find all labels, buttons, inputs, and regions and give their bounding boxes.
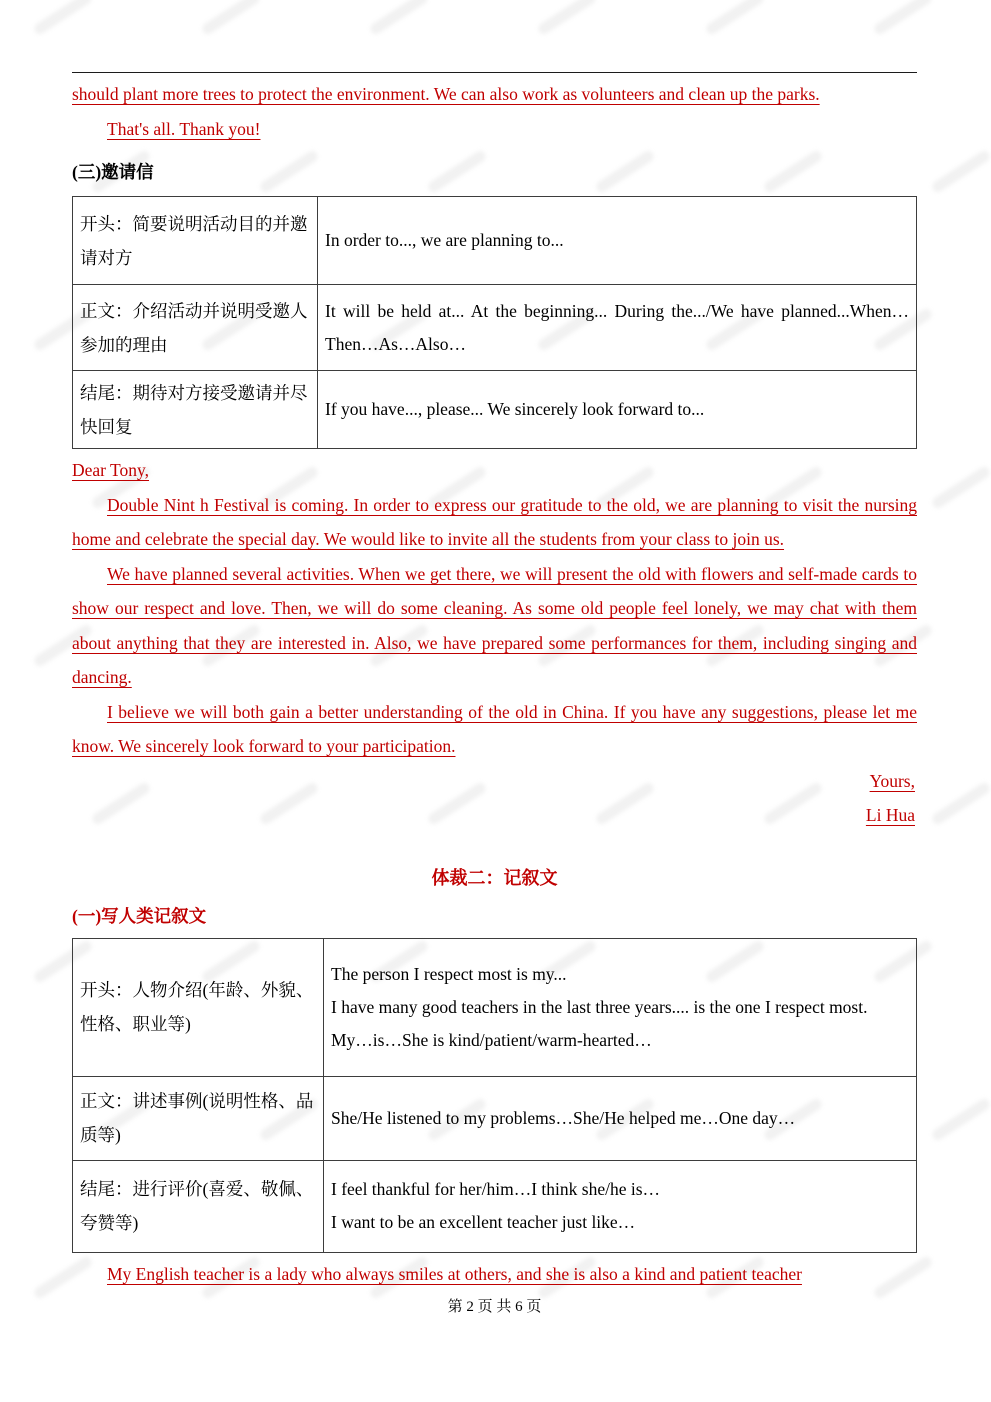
- page-number-footer: 第 2 页 共 6 页: [447, 1299, 542, 1315]
- invitation-row3-phrases: If you have..., please... We sincerely look forward to...: [318, 371, 917, 449]
- phrase-line: I have many good teachers in the last three years.... is the one I respect most.: [331, 996, 868, 1017]
- table-row: [73, 285, 917, 371]
- invitation-row3-label: 结尾：期待对方接受邀请并尽快回复: [73, 371, 318, 449]
- watermark-mark: [930, 149, 991, 194]
- narrative-subheading: (一)写人类记叙文: [72, 905, 207, 926]
- thanks-line: That's all. Thank you!: [107, 118, 261, 139]
- invitation-structure-table: [72, 196, 917, 449]
- phrase-line: The person I respect most is my...: [331, 963, 567, 984]
- narrative-example-line: My English teacher is a lady who always smiles at others, and she is also a kind and patient teacher: [107, 1263, 802, 1284]
- narrative-structure-table: [72, 938, 917, 1253]
- sample-paragraph-1: Double Nint h Festival is coming. In order to express our gratitude to the old, we are planning to visit the nursing home and celebrate the special day. We would like to invite all the students from your class to join us.: [72, 494, 917, 549]
- invitation-row1-label: 开头：简要说明活动目的并邀请对方: [73, 197, 318, 285]
- table-row: [73, 1160, 917, 1252]
- narrative-row3-label: 结尾：进行评价(喜爱、敬佩、夸赞等): [73, 1160, 324, 1252]
- watermark-mark: [930, 1097, 991, 1142]
- phrase-line: My…is…She is kind/patient/warm-hearted…: [331, 1029, 652, 1050]
- sample-paragraph-3: I believe we will both gain a better understanding of the old in China. If you have any suggestions, please let me know. We sincerely look forward to your participation.: [72, 701, 917, 756]
- narrative-row3-phrases: [324, 1160, 917, 1252]
- narrative-row1-phrases: [324, 938, 917, 1076]
- narrative-section-heading: 体裁二：记叙文: [431, 867, 558, 888]
- phrase-line: I want to be an excellent teacher just like…: [331, 1212, 636, 1232]
- table-row: [73, 938, 917, 1076]
- invitation-row1-phrases: In order to..., we are planning to...: [318, 197, 917, 285]
- table-row: [73, 197, 917, 285]
- invitation-heading: (三)邀请信: [72, 162, 154, 182]
- continued-paragraph: should plant more trees to protect the environment. We can also work as volunteers and clean up the parks.: [72, 84, 820, 104]
- page-content: [72, 0, 917, 1319]
- invitation-row2-label: 正文：介绍活动并说明受邀人参加的理由: [73, 285, 318, 371]
- sample-salutation: Dear Tony,: [72, 460, 150, 480]
- narrative-row2-label: 正文：讲述事例(说明性格、品质等): [73, 1076, 324, 1160]
- table-row: [73, 371, 917, 449]
- narrative-row2-phrases: [324, 1076, 917, 1160]
- table-row: [73, 1076, 917, 1160]
- watermark-mark: [930, 465, 991, 510]
- sample-closing: Yours,: [869, 770, 915, 791]
- sample-signature: Li Hua: [865, 805, 915, 825]
- invitation-row2-phrases: It will be held at... At the beginning... During the.../We have planned...When…Then…As…Also…: [318, 285, 917, 371]
- phrase-line: I feel thankful for her/him…I think she/he is…: [331, 1179, 661, 1199]
- page-top-rule: [72, 72, 917, 73]
- sample-paragraph-2: We have planned several activities. When we get there, we will present the old with flowers and self-made cards to show our respect and love. Then, we will do some cleaning. As some old people feel lonely, we may chat with them about anything that they are interested in. Also, we have prepared some performances for them, including singing and dancing.: [72, 563, 917, 687]
- phrase-line: She/He listened to my problems…She/He helped me…One day…: [331, 1107, 796, 1128]
- watermark-mark: [930, 781, 991, 826]
- narrative-row1-label: 开头：人物介绍(年龄、外貌、性格、职业等): [73, 938, 324, 1076]
